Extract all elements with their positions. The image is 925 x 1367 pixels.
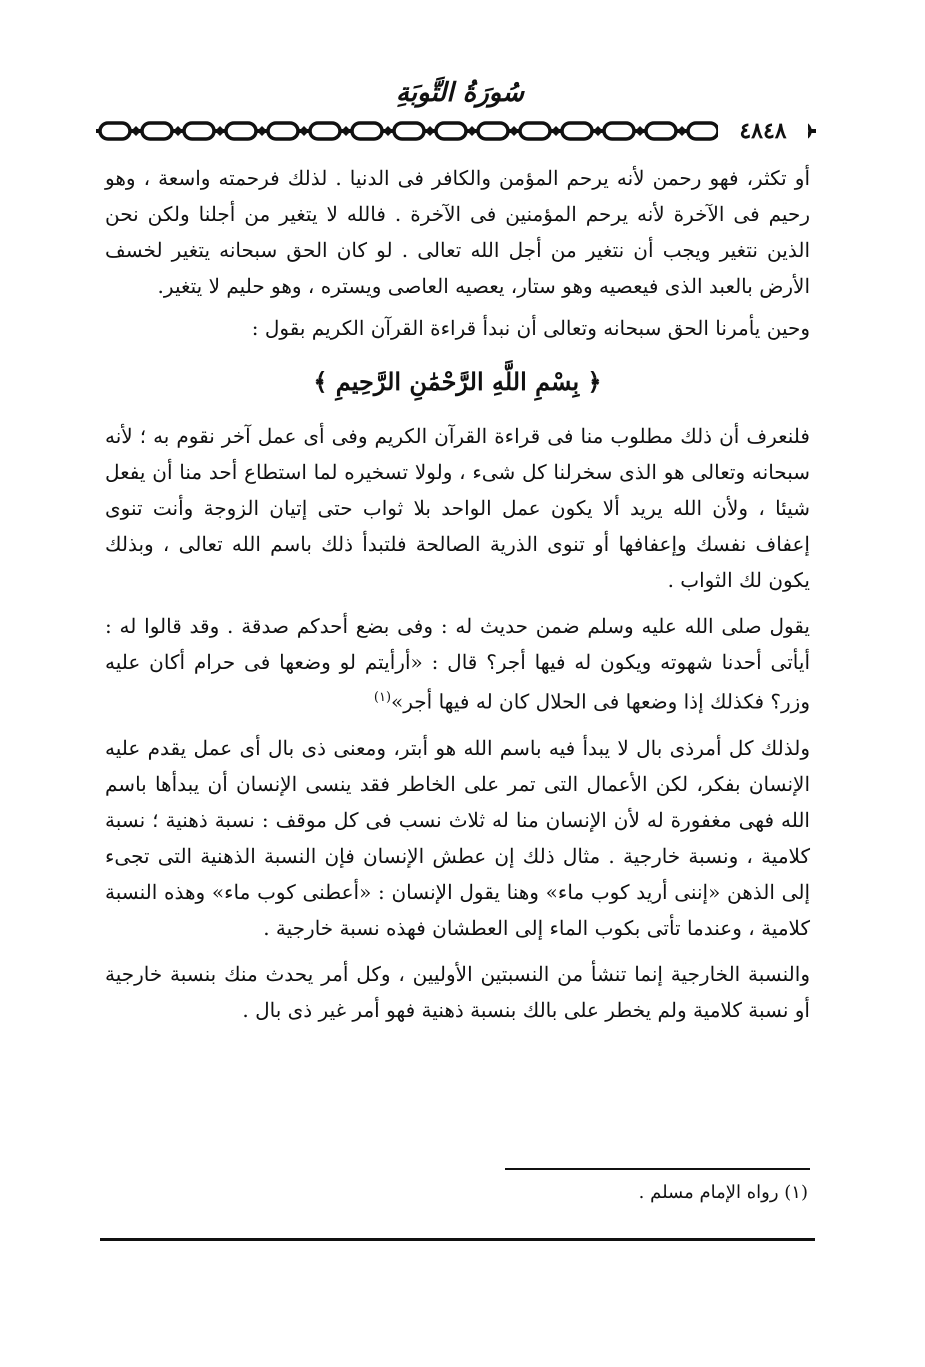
footnote: (١) رواه الإمام مسلم .: [638, 1182, 808, 1203]
chain-diamond: [215, 126, 225, 136]
chain-diamond: [425, 126, 435, 136]
chain-link: [646, 123, 676, 139]
paragraph-5: ولذلك كل أمرذى بال لا يبدأ فيه باسم الله هو أبتر، ومعنى ذى بال أى عمل يقدم عليه الإنسان بفكر، لكن الأعمال التى تمر على الخاطر فقد ينسى الإنسان أن يبدأها باسم الله فهى مغفورة له لأن الإنسان منا له ثلاث نسب فى كل موقف : نسبة ذهنية ؛ نسبة كلامية ، ونسبة خارجية . مثال ذلك إن عطش الإنسان فإن النسبة الذهنية التى تجىء إلى الذهن «إننى أريد كوب ماء» وهنا يقول الإنسان : «أعطنى كوب ماء» وهذه النسبة كلامية ، وعندما تأتى بكوب الماء إلى العطشان فهذه نسبة خارجية .: [105, 735, 811, 940]
chain-diamond: [383, 126, 393, 136]
chain-link: [436, 123, 466, 139]
hadith-text: يقول صلى الله عليه وسلم ضمن حديث له : وفى بضع أحدكم صدقة . وقد قالوا له : أيأتى أحدنا شهوته ويكون له فيها أجر؟ قال : «أرأيتم لو وضعها فى حرام أكان عليه وزر؟ فكذلك إذا وضعها فى الحلال كان له فيها أجر»: [105, 614, 810, 714]
decorative-chain-border: [96, 114, 816, 148]
chain-diamond: [677, 126, 687, 136]
paragraph-6: والنسبة الخارجية إنما تنشأ من النسبتين الأوليين ، وكل أمر يحدث منك بنسبة خارجية أو نسبة كلامية ولم يخطر على بالك بنسبة ذهنية فهو أمر غير ذى بال .: [105, 961, 810, 1022]
chain-link: [478, 123, 508, 139]
chain-diamond: [509, 126, 519, 136]
chain-diamond: [257, 126, 267, 136]
chain-link: [394, 123, 424, 139]
chain-diamond: [341, 126, 351, 136]
chain-link: [100, 123, 130, 139]
paragraph-3: فلنعرف أن ذلك مطلوب منا فى قراءة القرآن الكريم وفى أى عمل آخر نقوم به ؛ لأنه سبحانه وتعالى هو الذى سخرلنا كل شىء ، ولولا تسخيره لما استطاع أحد منا أن يفعل شيئا ، ولأن الله يريد ألا يكون عمل الواحد بلا ثواب حتى إتيان الزوجة وأنت تنوى إعفاف نفسك وإعفافها أو تنوى الذرية الصالحة فلتبدأ ذلك باسم الله تعالى ، وبذلك يكون لك الثواب .: [105, 424, 810, 592]
paragraph-4: [105, 608, 810, 720]
chain-link: [226, 123, 256, 139]
chain-link: [562, 123, 592, 139]
chain-link: [352, 123, 382, 139]
bottom-rule: [100, 1238, 815, 1241]
footnote-marker: (١): [373, 690, 392, 705]
page-number: ٤٨٤٨: [718, 118, 808, 144]
chain-diamond: [635, 126, 645, 136]
main-text: [105, 160, 810, 1038]
chain-link: [688, 123, 718, 139]
chain-diamond: [173, 126, 183, 136]
chain-diamond: [467, 126, 477, 136]
surah-title: سُورَةُ التَّوبَةِ: [395, 78, 525, 108]
footnote-divider: [505, 1168, 810, 1170]
chain-link: [520, 123, 550, 139]
chain-link: [268, 123, 298, 139]
paragraph-1: أو تكثر، فهو رحمن لأنه يرحم المؤمن والكافر فى الدنيا . لذلك فرحمته واسعة ، وهو رحيم فى الآخرة لأنه يرحم المؤمنين فى الآخرة . فالله لا يتغير من أجلنا ولكن نحن الذين نتغير ويجب أن نتغير من أجل الله تعالى . لو كان الحق سبحانه يتغير لخسف الأرض بالعبد الذى فيعصيه وهو ستار، يعصيه العاصى ويستره ، وهو حليم لا يتغير.: [105, 166, 810, 298]
chain-link: [184, 123, 214, 139]
chain-diamond: [299, 126, 309, 136]
chain-link: [142, 123, 172, 139]
paragraph-2: وحين يأمرنا الحق سبحانه وتعالى أن نبدأ قراءة القرآن الكريم بقول :: [251, 316, 810, 340]
basmala-verse: ﴿ بِسْمِ اللَّهِ الرَّحْمَٰنِ الرَّحِيمِ ﴾: [313, 367, 602, 396]
chain-link: [310, 123, 340, 139]
chain-diamond: [551, 126, 561, 136]
chain-diamond: [593, 126, 603, 136]
chain-link: [604, 123, 634, 139]
chain-diamond: [131, 126, 141, 136]
